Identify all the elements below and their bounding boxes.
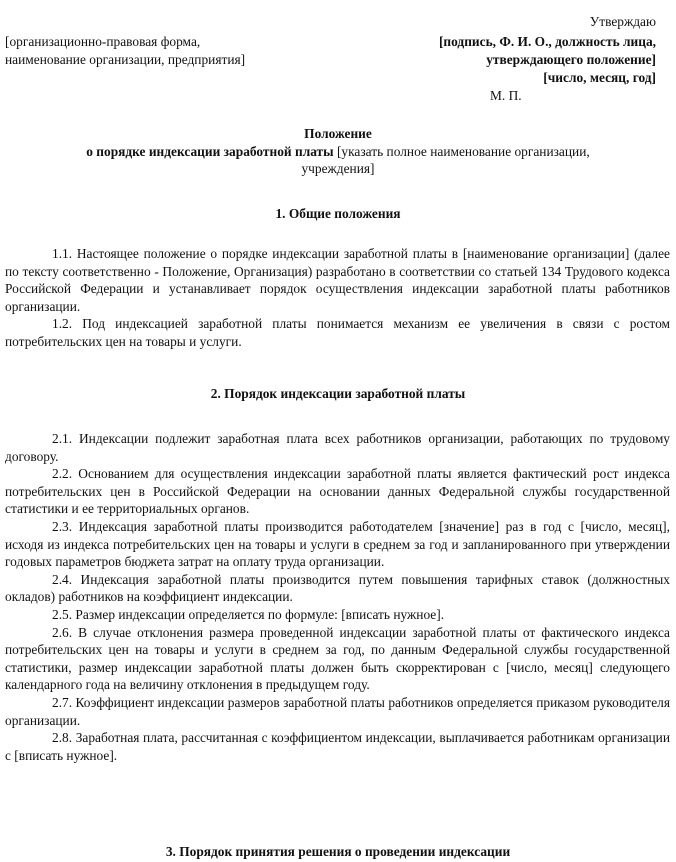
title-line2-bold: о порядке индексации заработной платы	[86, 143, 334, 159]
paragraph-1-1: 1.1. Настоящее положение о порядке индексации заработной платы в [наименование организации] (далее по тексту соответственно - Положение, Организация) разработано в соответствии со статьей 134 Трудового кодекса Российской Федерации и устанавливает порядок осуществления индексации заработной платы работников организации.	[5, 246, 670, 314]
paragraph-2-3: 2.3. Индексация заработной платы производится работодателем [значение] раз в год с [число, месяц], исходя из индекса потребительских цен на товары и услуги в среднем за год и запланированного при утверждении годовых параметров бюджета затрат на оплату труда организации.	[5, 518, 670, 570]
title-line2-rest: [указать полное наименование организации,	[333, 143, 590, 159]
stamp-label: М. П.	[490, 88, 522, 103]
org-form-line1: [организационно-правовая форма,	[5, 34, 201, 49]
approval-date: [число, месяц, год]	[543, 70, 656, 85]
section3-heading: 3. Порядок принятия решения о проведении индексации	[165, 844, 511, 859]
approve-label: Утверждаю	[589, 14, 656, 29]
signature-line1: [подпись, Ф. И. О., должность лица,	[438, 34, 656, 49]
paragraph-2-6: 2.6. В случае отклонения размера проведенной индексации заработной платы от фактического индекса потребительских цен на товары и услуги в среднем за год, по данным Федеральной службы государственной статистики, размер индексации заработной платы должен быть скорректирован с [число, месяц] следующего календарного года на величину отклонения в предыдущем году.	[5, 624, 670, 693]
title-line3: учреждения]	[301, 161, 375, 177]
paragraph-2-5: 2.5. Размер индексации определяется по формуле: [вписать нужное].	[52, 606, 445, 622]
section2-heading: 2. Порядок индексации заработной платы	[210, 386, 466, 401]
section2-body	[5, 430, 670, 764]
paragraph-2-8: 2.8. Заработная плата, рассчитанная с коэффициентом индексации, выплачивается работникам организации с [вписать нужное].	[5, 730, 670, 763]
paragraph-1-2: 1.2. Под индексацией заработной платы понимается механизм ее увеличения в связи с ростом потребительских цен на товары и услуги.	[5, 316, 670, 349]
section1-heading: 1. Общие положения	[275, 206, 401, 221]
signature-line2: утверждающего положение]	[486, 52, 656, 67]
paragraph-2-2: 2.2. Основанием для осуществления индексации заработной платы является фактический рост индекса потребительских цен в Российской Федерации на основании данных Федеральной службы государственной статистики и ее территориальных органов.	[5, 466, 670, 517]
paragraph-2-1: 2.1. Индексации подлежит заработная плата всех работников организации, работающих по трудовому договору.	[5, 431, 670, 464]
section1-body	[5, 245, 670, 351]
document-title	[0, 125, 676, 178]
paragraph-2-4: 2.4. Индексация заработной платы производится путем повышения тарифных ставок (должностных окладов) работников на коэффициент индексации.	[5, 571, 670, 605]
paragraph-2-7: 2.7. Коэффициент индексации размеров заработной платы работников определяется приказом руководителя организации.	[5, 694, 670, 728]
org-form-line2: наименование организации, предприятия]	[5, 52, 246, 67]
title-line2	[0, 143, 676, 161]
title-line1: Положение	[304, 126, 372, 141]
